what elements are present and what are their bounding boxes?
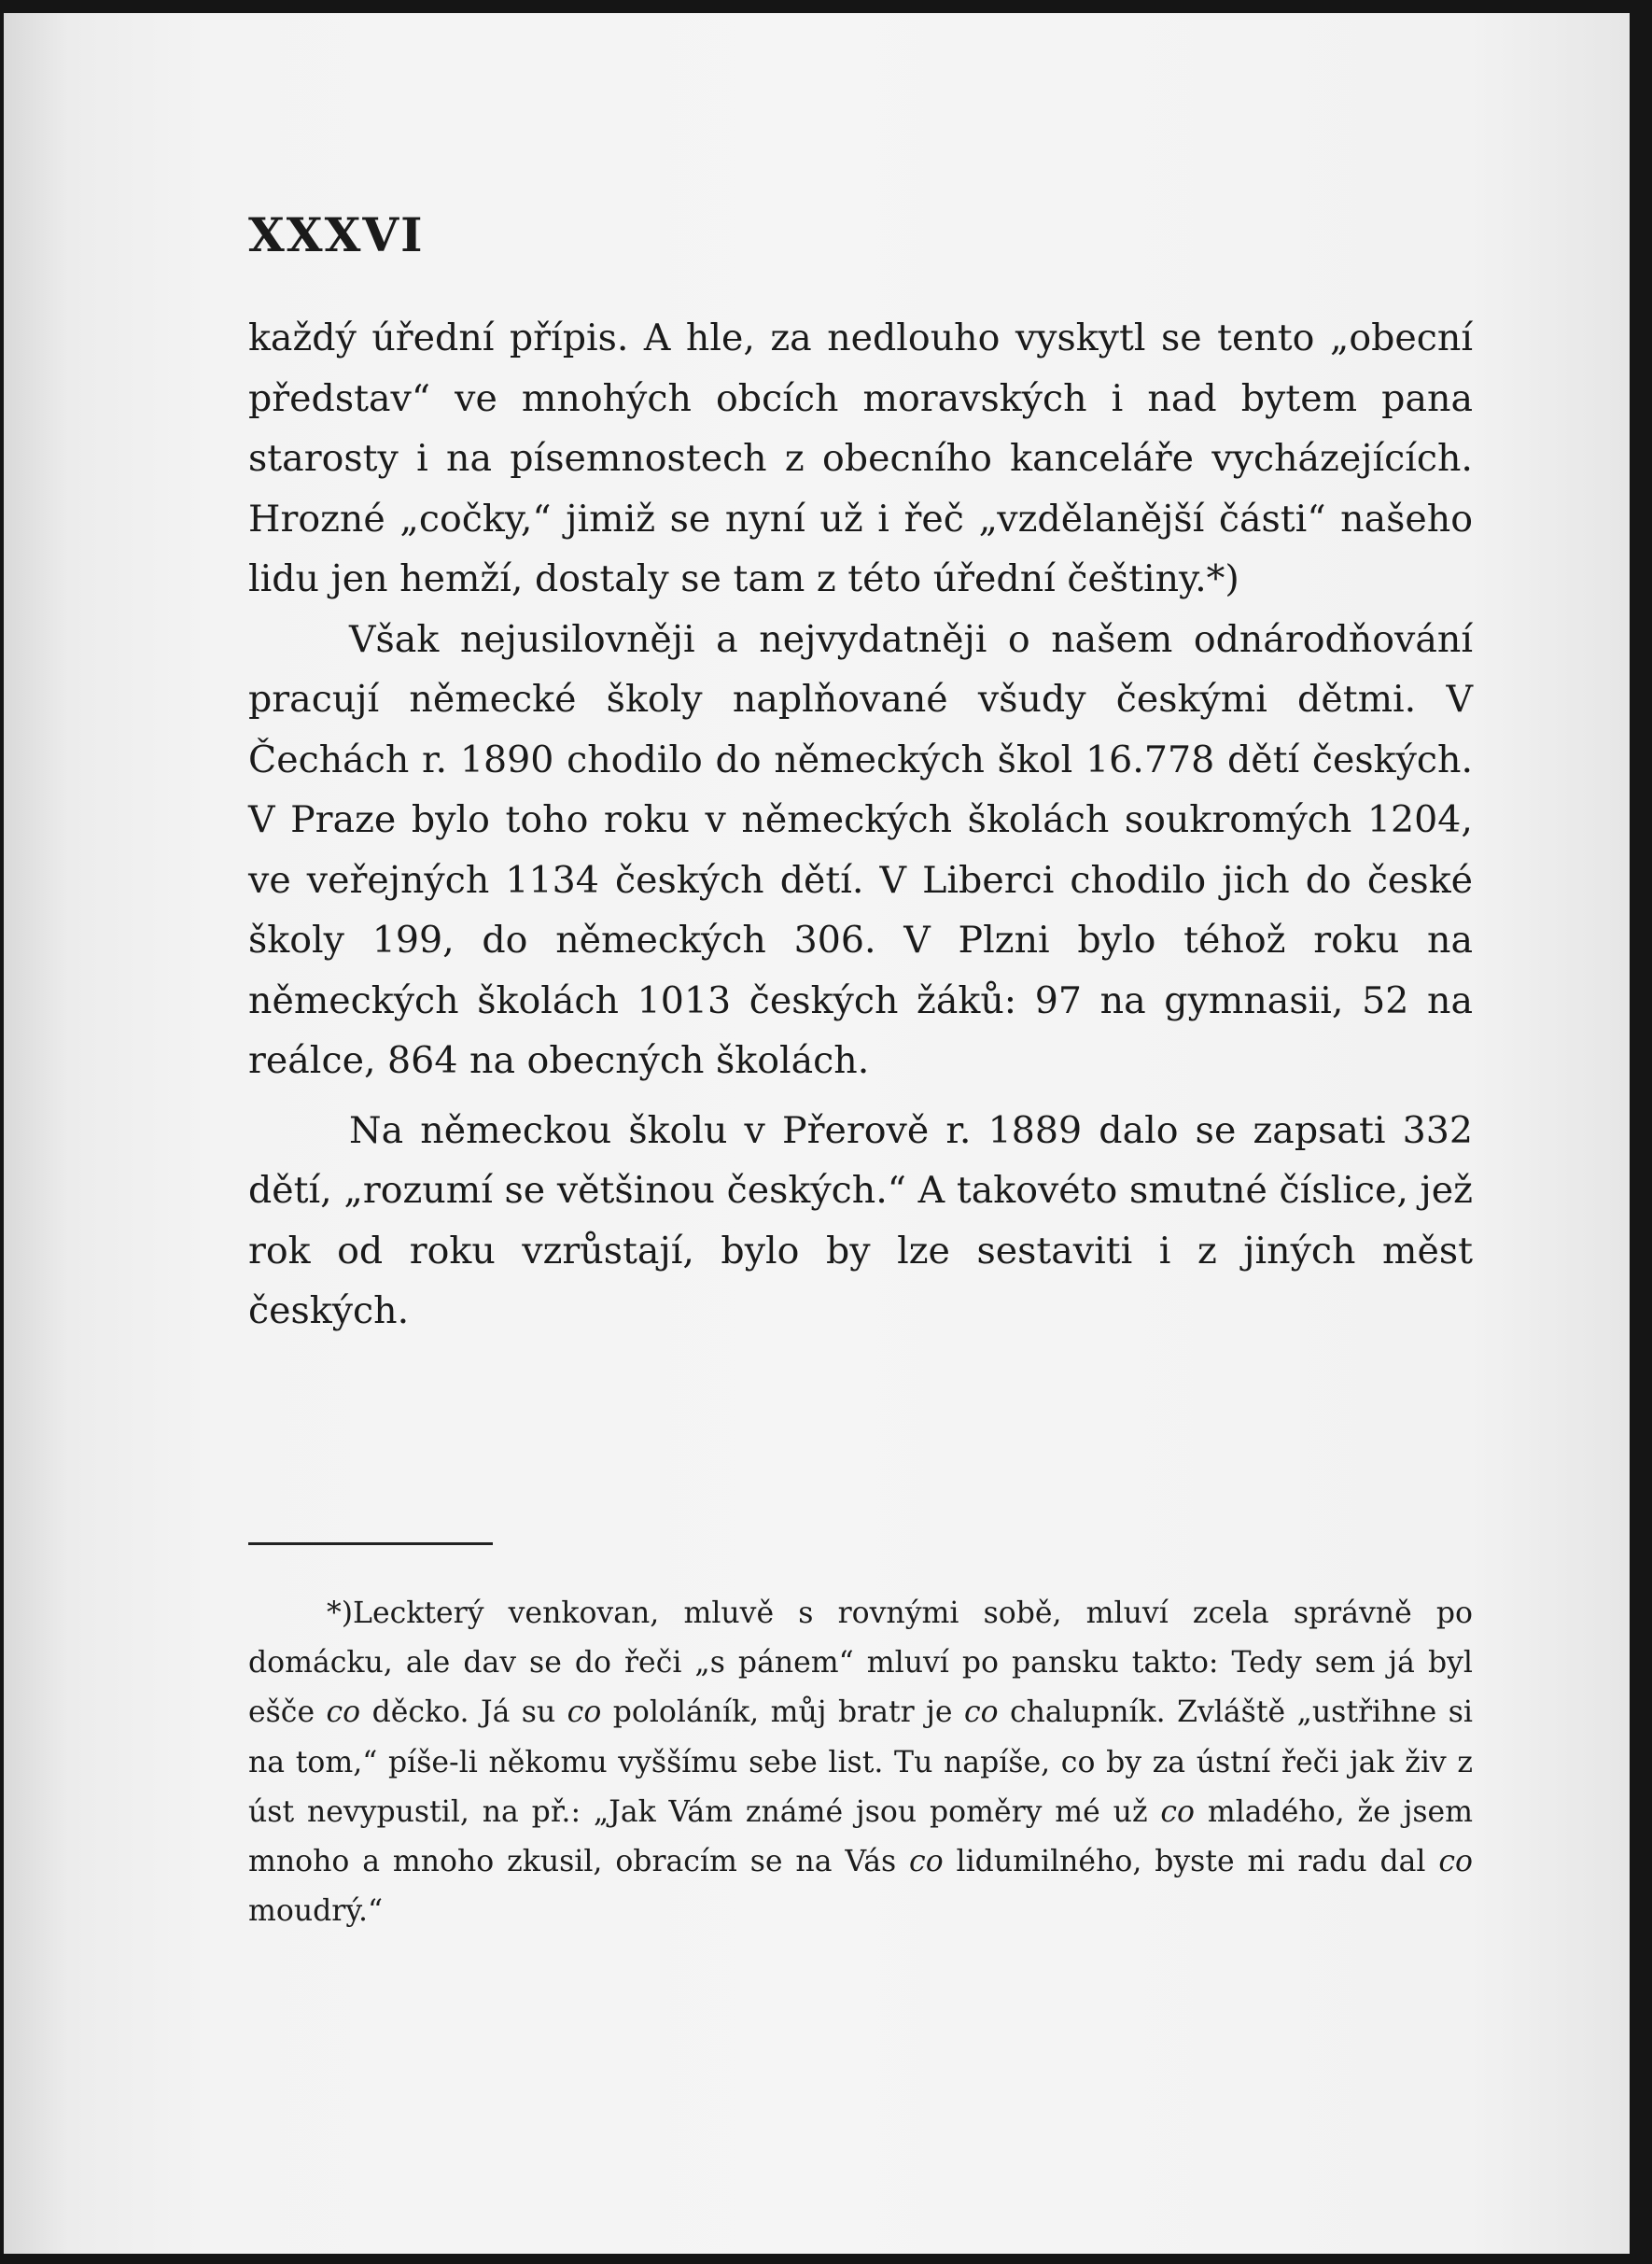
paragraph-3: Na německou školu v Přerově r. 1889 dalo se zapsati 332 dětí, „rozumí se většinou českých.“ A takovéto smutné číslice, jež rok od roku vzrůstají, bylo by lze sestaviti i z jiných měst českých. bbox=[248, 1108, 1473, 1332]
footnote bbox=[248, 1589, 1473, 1936]
footnote-text: Leckterý venkovan, mluvě s rovnými sobě, mluví zcela správně po domácku, ale dav se do řeči „s pánem“ mluví po pansku takto: Tedy sem já byl ešče bbox=[248, 1596, 1473, 1730]
footnote-text: mladého, že jsem mnoho a mnoho zkusil, obracím se na Vás bbox=[248, 1794, 1474, 1879]
footnote-divider bbox=[248, 1542, 493, 1545]
footnote-italic-co: co bbox=[1160, 1794, 1195, 1829]
footnote-italic-co: co bbox=[909, 1845, 944, 1879]
footnote-text: děcko. Já su bbox=[360, 1695, 567, 1730]
paragraph-2: Však nejusilovněji a nejvydatněji o našem odnárodňování pracují německé školy naplňované všudy českými dětmi. V Čechách r. 1890 chodilo do německých škol 16.778 dětí českých. V Praze bylo toho roku v německých školách soukromých 1204, ve veřejných 1134 českých dětí. V Liberci chodilo jich do české školy 199, do německých 306. V Plzni bylo téhož roku na německých školách 1013 českých žáků: 97 na gymnasii, 52 na reálce, 864 na obecných školách. bbox=[248, 617, 1473, 1082]
paragraph-1: každý úřední přípis. A hle, za nedlouho vyskytl se tento „obecní představ“ ve mnohých obcích moravských i nad bytem pana starosty i na písemnostech z obecního kanceláře vycházejících. Hrozné „cočky,“ jimiž se nyní už i řeč „vzdělanější části“ našeho lidu jen hemží, dostaly se tam z této úřední češtiny.*) bbox=[248, 316, 1473, 600]
footnote-text: pololáník, můj bratr je bbox=[601, 1695, 964, 1730]
footnote-italic-co: co bbox=[567, 1695, 602, 1730]
footnote-italic-co: co bbox=[963, 1695, 999, 1730]
footnote-text: moudrý.“ bbox=[248, 1894, 384, 1929]
main-text bbox=[248, 308, 1473, 1342]
footnote-text: chalupník. Zvláště „ustřihne si na tom,“ píše-li někomu vyššímu sebe list. Tu napíše, co by za ústní řeči jak živ z úst nevypustil, na př.: „Jak Vám známé jsou poměry mé už bbox=[248, 1695, 1473, 1829]
footnote-italic-co: co bbox=[326, 1695, 361, 1730]
footnote-italic-co: co bbox=[1438, 1845, 1473, 1879]
footnote-marker: *) bbox=[327, 1596, 354, 1630]
book-page bbox=[4, 13, 1630, 2254]
page-number: XXXVI bbox=[248, 207, 425, 262]
footnote-text: lidumilného, byste mi radu dal bbox=[943, 1845, 1439, 1879]
